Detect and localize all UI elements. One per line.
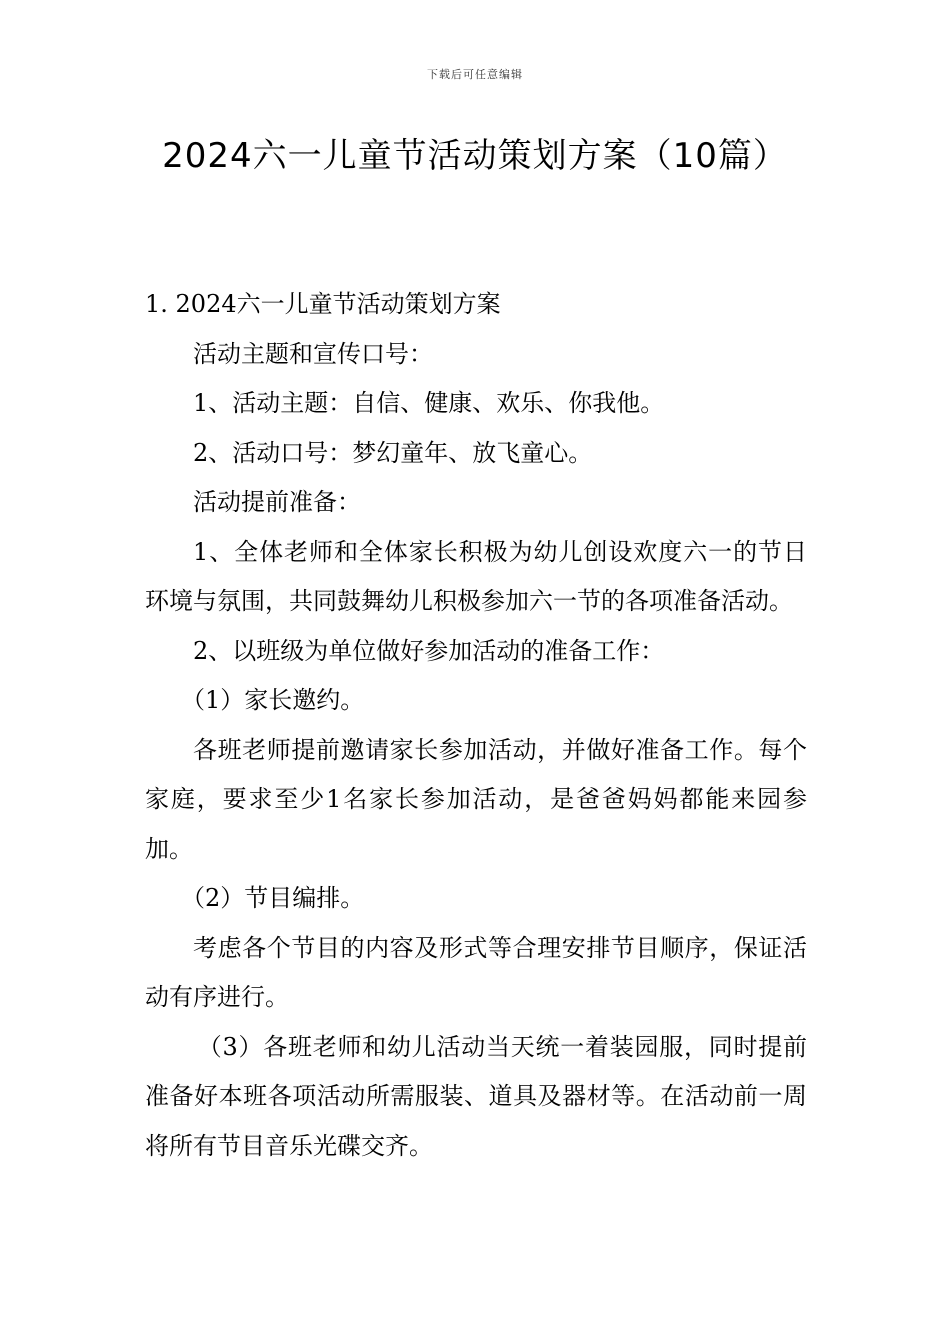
paragraph-invitation-heading: （1）家长邀约。 [181, 686, 365, 714]
paragraph-program: 考虑各个节目的内容及形式等合理安排节目顺序，保证活动有序进行。 [145, 933, 807, 1011]
header-note: 下载后可任意编辑 [427, 68, 523, 81]
paragraph-program-heading: （2）节目编排。 [181, 884, 365, 912]
paragraph-preparation-2: 2、以班级为单位做好参加活动的准备工作： [193, 636, 665, 665]
paragraph-slogan: 2、活动口号：梦幻童年、放飞童心。 [193, 438, 593, 467]
paragraph-preparation-1: 1、全体老师和全体家长积极为幼儿创设欢度六一的节日环境与氛围，共同鼓舞幼儿积极参加六一节的各项准备活动。 [145, 537, 807, 615]
document-title: 2024六一儿童节活动策划方案（10篇） [162, 136, 788, 176]
paragraph-preparation-heading: 活动提前准备： [193, 488, 361, 516]
section-heading: 1. 2024六一儿童节活动策划方案 [145, 290, 501, 318]
document-body [145, 280, 807, 1171]
paragraph-invitation: 各班老师提前邀请家长参加活动，并做好准备工作。每个家庭，要求至少1名家长参加活动，是爸爸妈妈都能来园参加。 [145, 735, 807, 863]
paragraph-theme: 1、活动主题：自信、健康、欢乐、你我他。 [193, 389, 665, 417]
paragraph-uniform: （3）各班老师和幼儿活动当天统一着装园服，同时提前准备好本班各项活动所需服装、道具及器材等。在活动前一周将所有节目音乐光碟交齐。 [145, 1032, 807, 1160]
paragraph-theme-heading: 活动主题和宣传口号： [193, 339, 433, 368]
